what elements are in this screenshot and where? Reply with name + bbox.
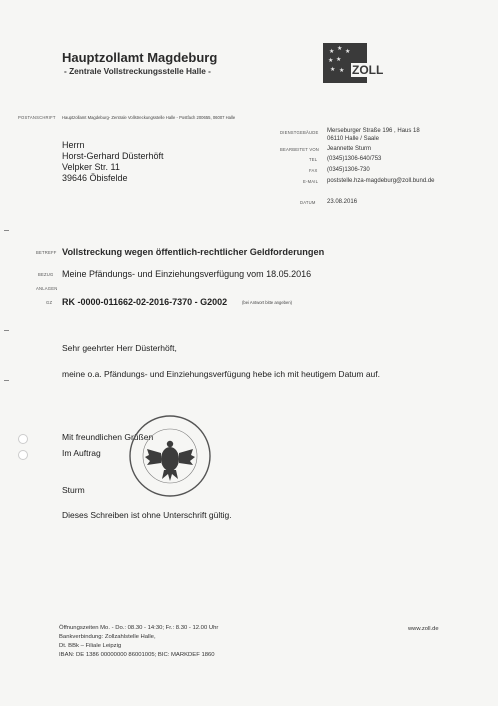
recipient-salutation: Herrn [62, 140, 85, 150]
phone-label: TEL [309, 157, 318, 162]
recipient-street: Velpker Str. 11 [62, 162, 120, 172]
gz-label: GZ [46, 300, 53, 305]
building-line-1: Merseburger Straße 196 , Haus 18 [327, 128, 420, 134]
email-label: E-MAIL [303, 179, 319, 184]
handler-label: BEARBEITET VON [280, 147, 320, 152]
subject-label: BETREFF [36, 250, 57, 255]
fax-label: FAX [309, 168, 318, 173]
footer-iban: IBAN: DE 1386 00000000 86001005; BIC: MARKDEF 1860 [59, 652, 215, 658]
punch-hole [18, 450, 28, 460]
handler-value: Jeannette Sturm [327, 146, 372, 152]
email-value: poststelle.hza-magdeburg@zoll.bund.de [327, 178, 435, 184]
salutation: Sehr geehrter Herr Düsterhöft, [62, 343, 177, 353]
fold-mark [4, 330, 9, 331]
footer-bank-label: Bankverbindung: Zollzahlstelle Halle, [59, 634, 156, 640]
sender-line: Hauptzollamt Magdeburg- Zentrale Vollstreckungsstelle Halle - Postfach 200655, 06007 Halle [62, 115, 236, 120]
zoll-logo: ★ ★ ★ ★ ★ ★ ★ ZOLL [323, 43, 393, 85]
building-line-2: 06110 Halle / Saale [327, 136, 379, 142]
fold-mark [4, 380, 9, 381]
footer-bank: Dt. BBk – Filiale Leipzig [59, 643, 122, 649]
date-label: DATUM [300, 200, 316, 205]
footer-hours: Öffnungszeiten Mo. - Do.: 08.30 - 14:30; Fr.: 8.30 - 12.00 Uhr [59, 625, 219, 631]
subject: Vollstreckung wegen öffentlich-rechtlicher Geldforderungen [62, 247, 325, 257]
case-number-note: (bei Antwort bitte angeben) [242, 300, 293, 305]
authority-subtitle: - Zentrale Vollstreckungsstelle Halle - [64, 66, 211, 76]
reference-label: BEZUG [38, 272, 54, 277]
punch-hole [18, 434, 28, 444]
recipient-name: Horst-Gerhard Düsterhöft [62, 151, 164, 161]
fold-mark [4, 230, 9, 231]
logo-text: ZOLL [352, 63, 384, 77]
phone-value: (0345)1306-640/753 [327, 156, 382, 162]
website: www.zoll.de [408, 626, 439, 632]
sender-label: POSTANSCHRIFT [18, 115, 56, 120]
no-signature-note: Dieses Schreiben ist ohne Unterschrift gültig. [62, 510, 232, 520]
reference-text: Meine Pfändungs- und Einziehungsverfügung vom 18.05.2016 [62, 269, 312, 279]
closing: Mit freundlichen Grüßen [62, 432, 154, 442]
on-behalf: Im Auftrag [62, 448, 101, 458]
recipient-city: 39646 Öbisfelde [62, 173, 128, 183]
signer-name: Sturm [62, 485, 85, 495]
building-value [327, 127, 420, 143]
official-seal [127, 413, 213, 499]
attachments-label: ANLAGEN [36, 286, 58, 291]
case-number: RK -0000-011662-02-2016-7370 - G2002 [62, 297, 228, 307]
footer-block [59, 624, 218, 660]
authority-name: Hauptzollamt Magdeburg [62, 50, 218, 65]
date-value: 23.08.2016 [327, 199, 358, 205]
recipient-block [62, 140, 164, 184]
body-text: meine o.a. Pfändungs- und Einziehungsverfügung hebe ich mit heutigem Datum auf. [62, 369, 381, 379]
fax-value: (0345)1306-730 [327, 167, 370, 173]
building-label: DIENSTGEBÄUDE [280, 130, 319, 135]
